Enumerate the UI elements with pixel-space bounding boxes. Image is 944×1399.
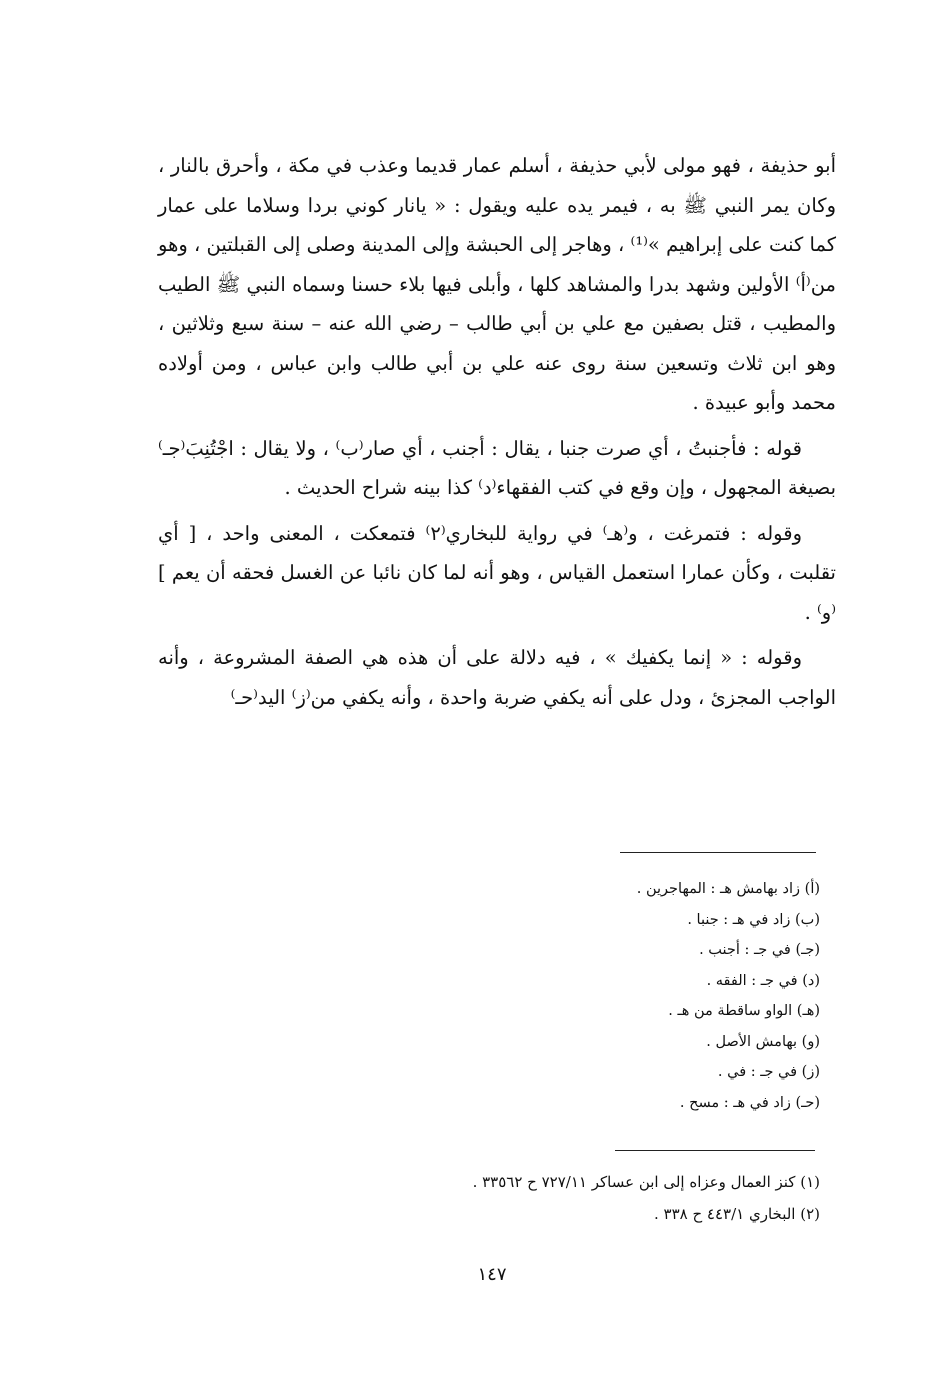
paragraph-1: أبو حذيفة ، فهو مولى لأبي حذيفة ، أسلم عمار قديما وعذب في مكة ، وأحرق بالنار ، وكان يمر النبي ﷺ به ، فيمر يده عليه ويقول : « يانار كوني بردا وسلاما على عمار كما كنت على إبراهيم »⁽¹⁾ ، وهاجر إلى الحبشة وإلى المدينة وصلى إلى القبلتين ، وهو من⁽أ⁾ الأولين وشهد بدرا والمشاهد كلها ، وأبلى فيها بلاء حسنا وسماه النبي ﷺ الطيب والمطيب ، قتل بصفين مع علي بن أبي طالب – رضي الله عنه – سنة سبع وثلاثين ، وهو ابن ثلاث وتسعين سنة روى عنه علي بن أبي طالب وابن عباس ، ومن أولاده محمد وأبو عبيدة .: [158, 154, 837, 414]
variant-note: (جـ) في جـ : أجنب .: [699, 942, 820, 958]
paragraph-2: قوله : فأجنبتُ ، أي صرت جنبا ، يقال : أجنب ، أي صار⁽ب⁾ ، ولا يقال : اجْتُنِبَ⁽جـ⁾ بصيغة المجهول ، وإن وقع في كتب الفقهاء⁽د⁾ كذا بينه شراح الحديث .: [158, 436, 836, 499]
variant-note: (هـ) الواو ساقطة من هـ .: [668, 1003, 820, 1019]
main-text: [158, 146, 836, 717]
paragraph-4: وقوله : « إنما يكفيك » ، فيه دلالة على أن هذه هي الصفة المشروعة ، وأنه الواجب المجزئ ، ودل على أنه يكفي ضربة واحدة ، وأنه يكفي من⁽ز⁾ اليد⁽حـ⁾: [158, 646, 836, 709]
source-footnotes: [473, 1166, 820, 1230]
paragraph-3: وقوله : فتمرغت ، و⁽هـ⁾ في رواية للبخاري⁽٢⁾ فتمعكت ، المعنى واحد ، [ أي تقلبت ، وكأن عمارا استعمل القياس ، وهو أنه لما كان نائبا عن الغسل فحقه أن يعم ]⁽و⁾ .: [158, 521, 836, 624]
footnote-divider-sources: [615, 1150, 815, 1151]
variant-note: (د) في جـ : الفقه .: [706, 972, 820, 989]
page-number: ١٤٧: [477, 1264, 507, 1285]
variant-footnotes: [637, 874, 820, 1118]
footnote-divider-variants: [620, 852, 816, 853]
variant-note: (و) بهامش الأصل .: [706, 1033, 820, 1050]
source-note: (١) كنز العمال وعزاه إلى ابن عساكر ٧٢٧/١١ ح ٣٣٥٦٢ .: [472, 1173, 820, 1191]
variant-note: (ز) في جـ : في .: [717, 1064, 820, 1080]
variant-note: (ب) زاد في هـ : جنبا .: [687, 911, 820, 928]
variant-note: (أ) زاد بهامش هـ : المهاجرين .: [636, 881, 820, 897]
variant-note: (حـ) زاد في هـ : مسح .: [679, 1094, 820, 1111]
source-note: (٢) البخاري ٤٤٣/١ ح ٣٣٨ .: [653, 1205, 820, 1223]
